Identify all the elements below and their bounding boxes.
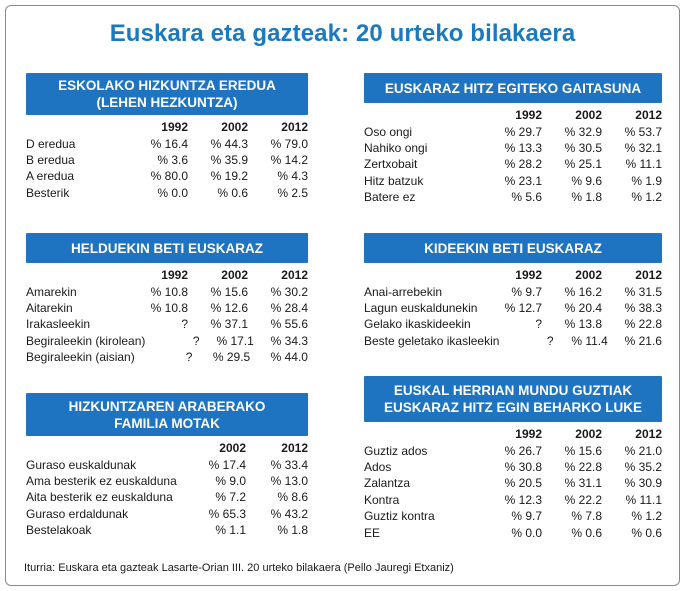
row-value: % 32.9	[564, 124, 602, 139]
section-header	[364, 376, 662, 422]
row-value: % 13.8	[564, 317, 602, 332]
table-row	[364, 316, 662, 332]
row-value: % 30.9	[624, 476, 662, 491]
section-title-line: EUSKARAZ HITZ EGITEKO GAITASUNA	[384, 80, 642, 96]
year-header: 2012	[635, 427, 662, 442]
table-row	[26, 489, 308, 505]
section-title-line: ESKOLAKO HIZKUNTZA EREDUA	[58, 78, 276, 93]
year-header: 1992	[515, 268, 542, 283]
row-value: % 19.2	[210, 169, 248, 184]
row-label: Guraso euskaldunak	[26, 457, 137, 472]
table-row	[364, 508, 662, 524]
row-value: % 79.0	[270, 136, 308, 151]
row-value: % 31.1	[564, 476, 602, 491]
row-value: % 7.8	[571, 509, 602, 524]
year-header: 2012	[635, 108, 662, 123]
row-label: Nahiko ongi	[364, 140, 428, 155]
row-label: Hitz batzuk	[364, 173, 424, 188]
row-value: % 30.8	[504, 459, 542, 474]
table-row	[26, 135, 308, 151]
table-row	[364, 189, 662, 205]
row-value: % 12.6	[210, 300, 248, 315]
row-value: % 35.2	[624, 459, 662, 474]
row-value: % 8.6	[277, 490, 308, 505]
section-table	[26, 267, 308, 365]
year-header: 2012	[281, 441, 308, 456]
row-label: Guraso erdaldunak	[26, 506, 129, 521]
section-title-line: KIDEEKIN BETI EUSKARAZ	[424, 240, 602, 256]
section-kideekin	[364, 233, 662, 349]
row-value: ?	[192, 333, 200, 348]
row-value: % 10.8	[150, 300, 188, 315]
table-row	[364, 140, 662, 156]
row-label: Beste geletako ikasleekin	[364, 333, 500, 348]
year-header: 1992	[161, 120, 188, 135]
row-value: % 9.7	[511, 509, 542, 524]
row-value: % 9.7	[511, 284, 542, 299]
row-value: % 38.3	[624, 300, 662, 315]
row-value: % 0.6	[217, 185, 248, 200]
year-header-row	[26, 267, 308, 283]
row-value: % 32.1	[624, 140, 662, 155]
row-value: % 21.6	[624, 333, 662, 348]
table-row	[26, 349, 308, 365]
section-mundu	[364, 376, 662, 541]
year-header-row	[26, 440, 308, 456]
section-header	[26, 393, 308, 436]
table-row	[364, 123, 662, 139]
table-row	[26, 168, 308, 184]
table-row	[26, 283, 308, 299]
year-header: 2002	[221, 268, 248, 283]
row-value: % 44.0	[270, 350, 308, 365]
row-label: Ados	[364, 459, 392, 474]
row-value: % 17.1	[216, 333, 254, 348]
row-value: % 22.8	[564, 459, 602, 474]
table-row	[26, 152, 308, 168]
row-value: % 13.3	[504, 140, 542, 155]
row-value: % 1.8	[277, 523, 308, 538]
row-value: % 16.2	[564, 284, 602, 299]
table-row	[364, 524, 662, 540]
section-table	[364, 426, 662, 541]
row-value: % 0.6	[631, 525, 662, 540]
row-value: % 28.2	[504, 157, 542, 172]
row-value: % 1.1	[215, 523, 246, 538]
section-eskolako	[26, 73, 308, 201]
year-header-row	[364, 107, 662, 123]
year-header: 2002	[575, 427, 602, 442]
row-value: % 1.2	[631, 509, 662, 524]
table-row	[26, 456, 308, 472]
row-value: % 55.6	[270, 317, 308, 332]
year-header: 2012	[281, 268, 308, 283]
section-title-line: EUSKARAZ HITZ EGIN BEHARKO LUKE	[383, 400, 642, 415]
row-label: Anai-arrebekin	[364, 284, 443, 299]
row-value: % 22.8	[624, 317, 662, 332]
row-label: Zalantza	[364, 476, 411, 491]
row-label: Amarekin	[26, 284, 77, 299]
section-table	[364, 267, 662, 349]
row-value: % 30.2	[270, 284, 308, 299]
row-label: D eredua	[26, 136, 76, 151]
row-label: Lagun euskaldunekin	[364, 300, 478, 315]
section-table	[364, 107, 662, 205]
row-value: % 14.2	[270, 152, 308, 167]
table-row	[26, 185, 308, 201]
row-value: % 11.1	[625, 492, 662, 507]
section-table	[26, 440, 308, 538]
table-row	[364, 300, 662, 316]
row-value: % 0.0	[157, 185, 188, 200]
row-value: % 12.3	[504, 492, 542, 507]
row-value: % 31.5	[624, 284, 662, 299]
year-header: 2002	[575, 108, 602, 123]
row-value: % 53.7	[624, 124, 662, 139]
row-value: % 4.3	[277, 169, 308, 184]
row-label: Ama besterik ez euskalduna	[26, 473, 177, 488]
section-title-line: FAMILIA MOTAK	[114, 415, 220, 431]
page-title: Euskara eta gazteak: 20 urteko bilakaera	[109, 20, 576, 47]
row-value: % 10.8	[150, 284, 188, 299]
row-value: % 44.3	[210, 136, 248, 151]
row-value: % 30.5	[564, 140, 602, 155]
row-value: ?	[535, 317, 542, 332]
row-value: % 1.8	[571, 190, 602, 205]
table-row	[26, 522, 308, 538]
year-header: 2002	[575, 268, 602, 283]
row-value: % 80.0	[150, 169, 188, 184]
row-label: Kontra	[364, 492, 400, 507]
row-value: % 0.0	[511, 525, 542, 540]
year-header-row	[364, 267, 662, 283]
row-value: % 34.3	[270, 333, 308, 348]
year-header: 1992	[161, 268, 188, 283]
row-value: % 29.7	[504, 124, 542, 139]
row-value: % 23.1	[504, 173, 542, 188]
row-value: ?	[546, 333, 554, 348]
row-label: A eredua	[26, 169, 75, 184]
row-value: % 33.4	[270, 457, 308, 472]
row-value: % 9.0	[215, 473, 246, 488]
row-value: % 17.4	[208, 457, 246, 472]
section-familia	[26, 393, 308, 538]
row-value: % 15.6	[564, 443, 602, 458]
row-value: % 43.2	[270, 506, 308, 521]
section-table	[26, 119, 308, 201]
row-value: % 25.1	[564, 157, 602, 172]
section-title-line: HELDUEKIN BETI EUSKARAZ	[70, 240, 263, 256]
row-label: Besterik	[26, 185, 70, 200]
row-value: % 20.5	[504, 476, 542, 491]
row-value: ?	[181, 317, 188, 332]
year-header-row	[364, 426, 662, 442]
row-value: % 20.4	[564, 300, 602, 315]
row-value: % 12.7	[504, 300, 542, 315]
row-label: EE	[364, 525, 381, 540]
row-value: % 3.6	[157, 152, 188, 167]
row-value: % 1.9	[631, 173, 662, 188]
row-label: Begiraleekin (aisian)	[26, 350, 135, 365]
year-header: 1992	[515, 108, 542, 123]
row-value: % 65.3	[208, 506, 246, 521]
year-header: 2002	[219, 441, 246, 456]
section-helduekin	[26, 233, 308, 365]
table-row	[364, 156, 662, 172]
row-value: % 29.5	[212, 350, 251, 365]
row-label: Gelako ikaskideekin	[364, 317, 471, 332]
row-label: Zertxobait	[364, 157, 418, 172]
row-value: % 0.6	[571, 525, 602, 540]
year-header-row	[26, 119, 308, 135]
section-header	[364, 73, 662, 103]
row-label: Guztiz ados	[364, 443, 428, 458]
year-header: 1992	[515, 427, 542, 442]
section-title-line: HIZKUNTZAREN ARABERAKO	[68, 398, 266, 414]
row-value: % 1.2	[631, 190, 662, 205]
row-value: % 21.0	[624, 443, 662, 458]
row-label: B eredua	[26, 152, 75, 167]
row-value: % 15.6	[210, 284, 248, 299]
year-header: 2002	[221, 120, 248, 135]
row-label: Aitarekin	[26, 300, 73, 315]
row-label: Begiraleekin (kirolean)	[26, 333, 146, 348]
row-value: % 16.4	[150, 136, 188, 151]
row-label: Aita besterik ez euskalduna	[26, 490, 173, 505]
row-value: % 9.6	[571, 173, 602, 188]
section-title-line: EUSKAL HERRIAN MUNDU GUZTIAK	[393, 383, 633, 398]
table-row	[364, 442, 662, 458]
table-row	[364, 173, 662, 189]
row-value: % 11.4	[571, 333, 608, 348]
section-header	[26, 233, 308, 263]
table-row	[26, 316, 308, 332]
row-value: % 2.5	[277, 185, 308, 200]
year-header: 2012	[281, 120, 308, 135]
table-row	[364, 283, 662, 299]
table-row	[26, 333, 308, 349]
table-row	[364, 333, 662, 349]
table-row	[364, 459, 662, 475]
section-title-line: (LEHEN HEZKUNTZA)	[96, 95, 238, 110]
section-gaitasuna	[364, 73, 662, 205]
section-header	[364, 233, 662, 263]
table-row	[364, 492, 662, 508]
table-row	[26, 506, 308, 522]
source-note: Iturria: Euskara eta gazteak Lasarte-Orian III. 20 urteko bilakaera (Pello Jauregi Etxaniz)	[24, 562, 454, 574]
row-value: % 35.9	[210, 152, 248, 167]
row-value: % 5.6	[511, 190, 542, 205]
row-value: % 7.2	[215, 490, 246, 505]
row-value: % 26.7	[504, 443, 542, 458]
table-row	[26, 473, 308, 489]
table-row	[364, 475, 662, 491]
table-row	[26, 300, 308, 316]
row-value: % 22.2	[564, 492, 602, 507]
row-value: % 37.1	[210, 317, 248, 332]
row-value: ?	[185, 350, 193, 365]
row-value: % 13.0	[270, 473, 308, 488]
row-label: Irakasleekin	[26, 317, 91, 332]
row-label: Oso ongi	[364, 124, 413, 139]
row-value: % 28.4	[270, 300, 308, 315]
row-label: Batere ez	[364, 190, 416, 205]
year-header: 2012	[635, 268, 662, 283]
row-label: Guztiz kontra	[364, 509, 435, 524]
row-label: Bestelakoak	[26, 523, 92, 538]
row-value: % 11.1	[625, 157, 662, 172]
section-header	[26, 73, 308, 115]
